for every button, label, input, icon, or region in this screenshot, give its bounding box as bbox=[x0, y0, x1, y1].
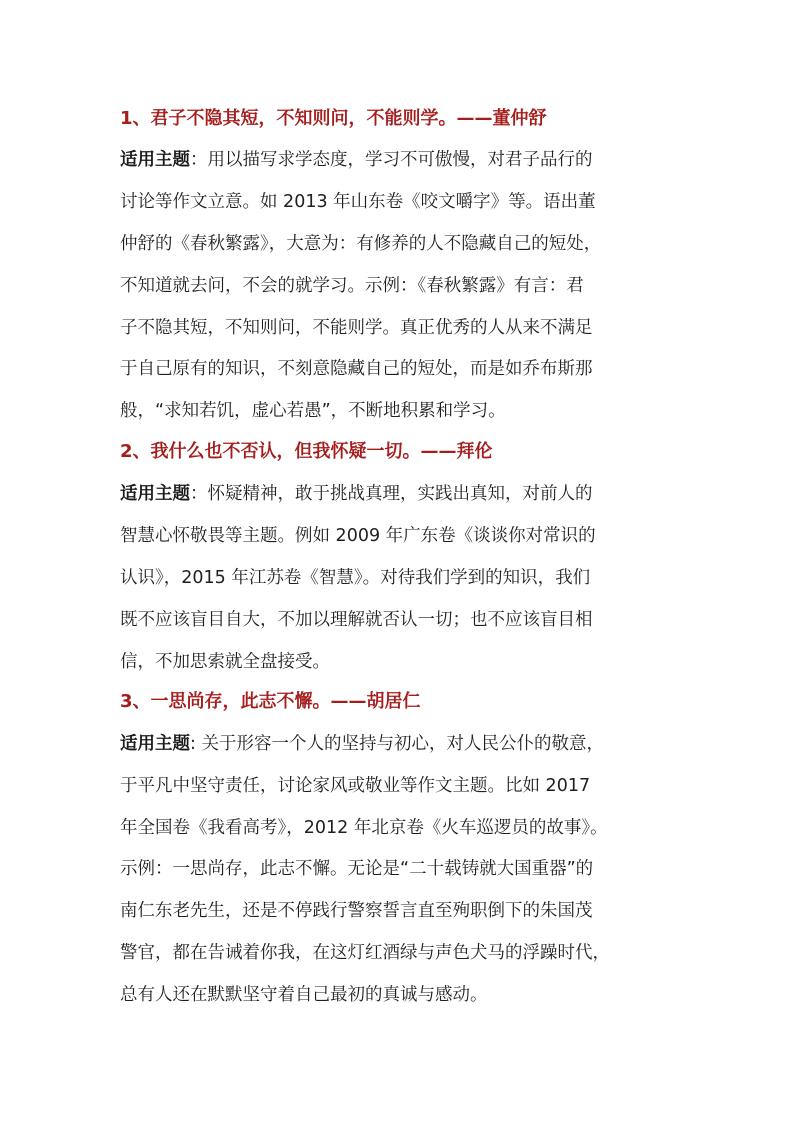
section-2-line-3: 认识》，2015 年江苏卷《智慧》。对待我们学到的知识，我们 bbox=[120, 568, 591, 588]
section-1-line-1: 适用主题：用以描写求学态度，学习不可傲慢，对君子品行的 bbox=[120, 150, 593, 170]
section-3-line-1: 适用主题: 关于形容一个人的坚持与初心，对人民公仆的敬意， bbox=[120, 734, 604, 754]
section-2-line-5: 信，不加思索就全盘接受。 bbox=[120, 652, 330, 672]
section-1-line-7: 般，“求知若饥，虚心若愚”，不断地积累和学习。 bbox=[120, 401, 506, 421]
section-3-line-7: 总有人还在默默坚守着自己最初的真诚与感动。 bbox=[120, 985, 488, 1005]
section-1-line-6: 于自己原有的知识，不刻意隐藏自己的短处，而是如乔布斯那 bbox=[120, 359, 593, 379]
section-1-line-3: 仲舒的《春秋繁露》，大意为：有修养的人不隐藏自己的短处， bbox=[120, 234, 602, 254]
section-1-line-2: 讨论等作文立意。如 2013 年山东卷《咬文嚼字》等。语出董 bbox=[120, 192, 596, 212]
section-1-title: 1、君子不隐其短，不知则问，不能则学。——董仲舒 bbox=[120, 108, 547, 129]
section-3-label: 适用主题 bbox=[120, 734, 190, 754]
section-2-label: 适用主题 bbox=[120, 484, 190, 504]
section-3-title: 3、一思尚存，此志不懈。——胡居仁 bbox=[120, 691, 421, 712]
section-3-line-2: 于平凡中坚守责任，讨论家风或敬业等作文主题。比如 2017 bbox=[120, 776, 591, 796]
section-2-title: 2、我什么也不否认，但我怀疑一切。——拜伦 bbox=[120, 441, 493, 462]
section-1-label: 适用主题 bbox=[120, 150, 190, 170]
section-3-line-5: 南仁东老先生，还是不停践行警察誓言直至殉职倒下的朱国茂 bbox=[120, 901, 593, 921]
section-3-line-6: 警官，都在告诫着你我，在这灯红酒绿与声色犬马的浮躁时代， bbox=[120, 943, 610, 963]
section-2-line-2: 智慧心怀敬畏等主题。例如 2009 年广东卷《谈谈你对常识的 bbox=[120, 526, 596, 546]
section-1-line-4: 不知道就去问，不会的就学习。示例：《春秋繁露》有言：君 bbox=[120, 276, 584, 296]
section-3-line-4: 示例：一思尚存，此志不懈。无论是“二十载铸就大国重器”的 bbox=[120, 859, 594, 879]
section-2-line-1: 适用主题：怀疑精神，敢于挑战真理，实践出真知，对前人的 bbox=[120, 484, 593, 504]
section-2-line-4: 既不应该盲目自大，不加以理解就否认一切；也不应该盲目相 bbox=[120, 610, 593, 630]
section-3-line-3: 年全国卷《我看高考》，2012 年北京卷《火车巡逻员的故事》。 bbox=[120, 818, 608, 838]
section-1-line-5: 子不隐其短，不知则问，不能则学。真正优秀的人从来不满足 bbox=[120, 318, 593, 338]
